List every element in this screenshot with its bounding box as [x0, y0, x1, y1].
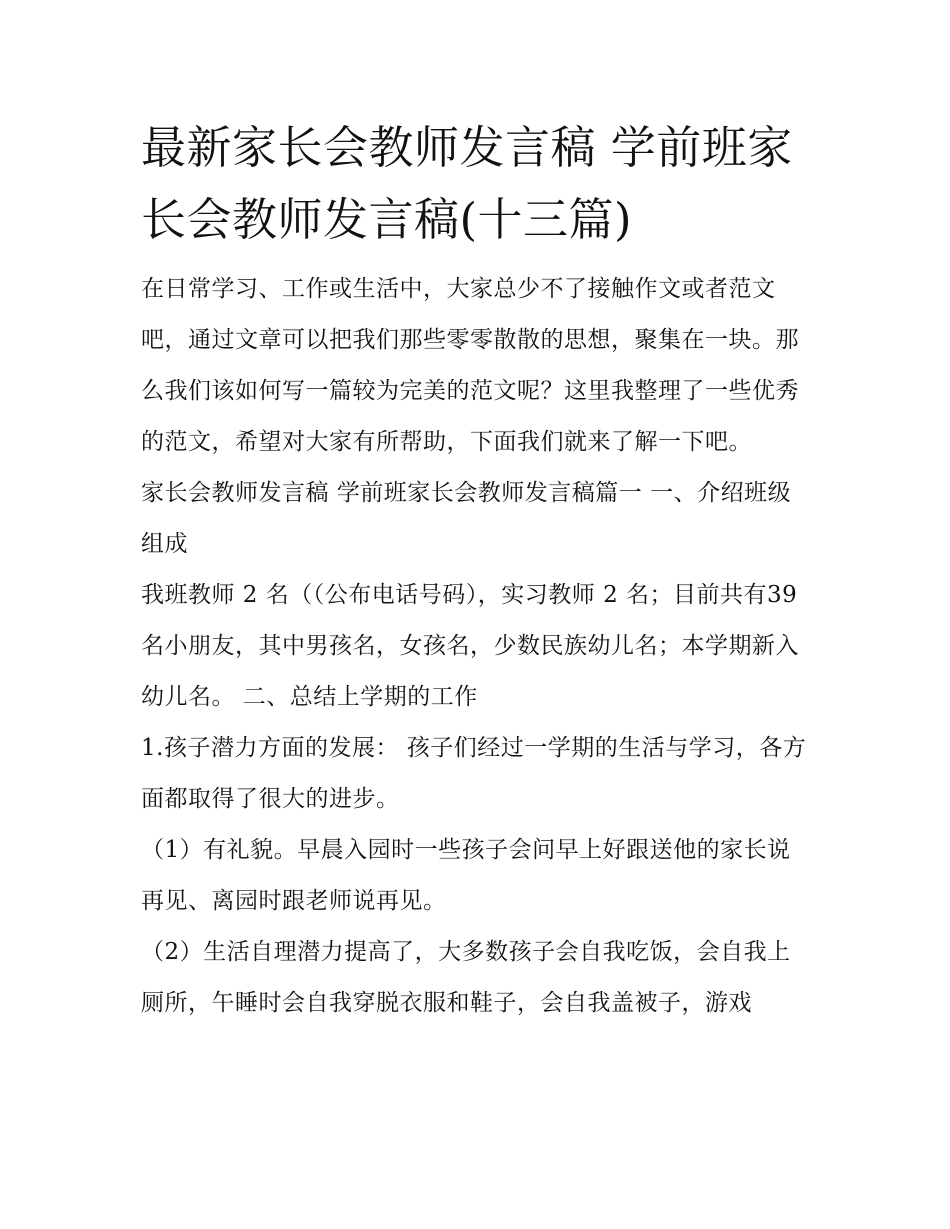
section-heading-paragraph: 家长会教师发言稿 学前班家长会教师发言稿篇一 一、介绍班级组成 — [141, 480, 792, 557]
document-title: 最新家长会教师发言稿 学前班家长会教师发言稿(十三篇) — [141, 121, 793, 246]
self-care-paragraph: （2）生活自理潜力提高了，大多数孩子会自我吃饭，会自我上厕所，午睡时会自我穿脱衣服和鞋子，会自我盖被子，游戏 — [141, 939, 791, 1016]
politeness-paragraph: （1）有礼貌。早晨入园时一些孩子会问早上好跟送他的家长说再见、离园时跟老师说再见。 — [141, 837, 791, 914]
class-composition-paragraph: 我班教师 2 名（（公布电话号码），实习教师 2 名；目前共有39 名小朋友，其中男孩名，女孩名，少数民族幼儿名；本学期新入幼儿名。 二、总结上学期的工作 — [141, 582, 799, 710]
document-body — [141, 112, 813, 1029]
intro-paragraph: 在日常学习、工作或生活中，大家总少不了接触作文或者范文吧，通过文章可以把我们那些零零散散的思想，聚集在一块。那么我们该如何写一篇较为完美的范文呢？这里我整理了一些优秀的范文，希望对大家有所帮助，下面我们就来了解一下吧。 — [141, 276, 799, 455]
development-paragraph: 1.孩子潜力方面的发展： 孩子们经过一学期的生活与学习，各方面都取得了很大的进步。 — [141, 735, 807, 812]
